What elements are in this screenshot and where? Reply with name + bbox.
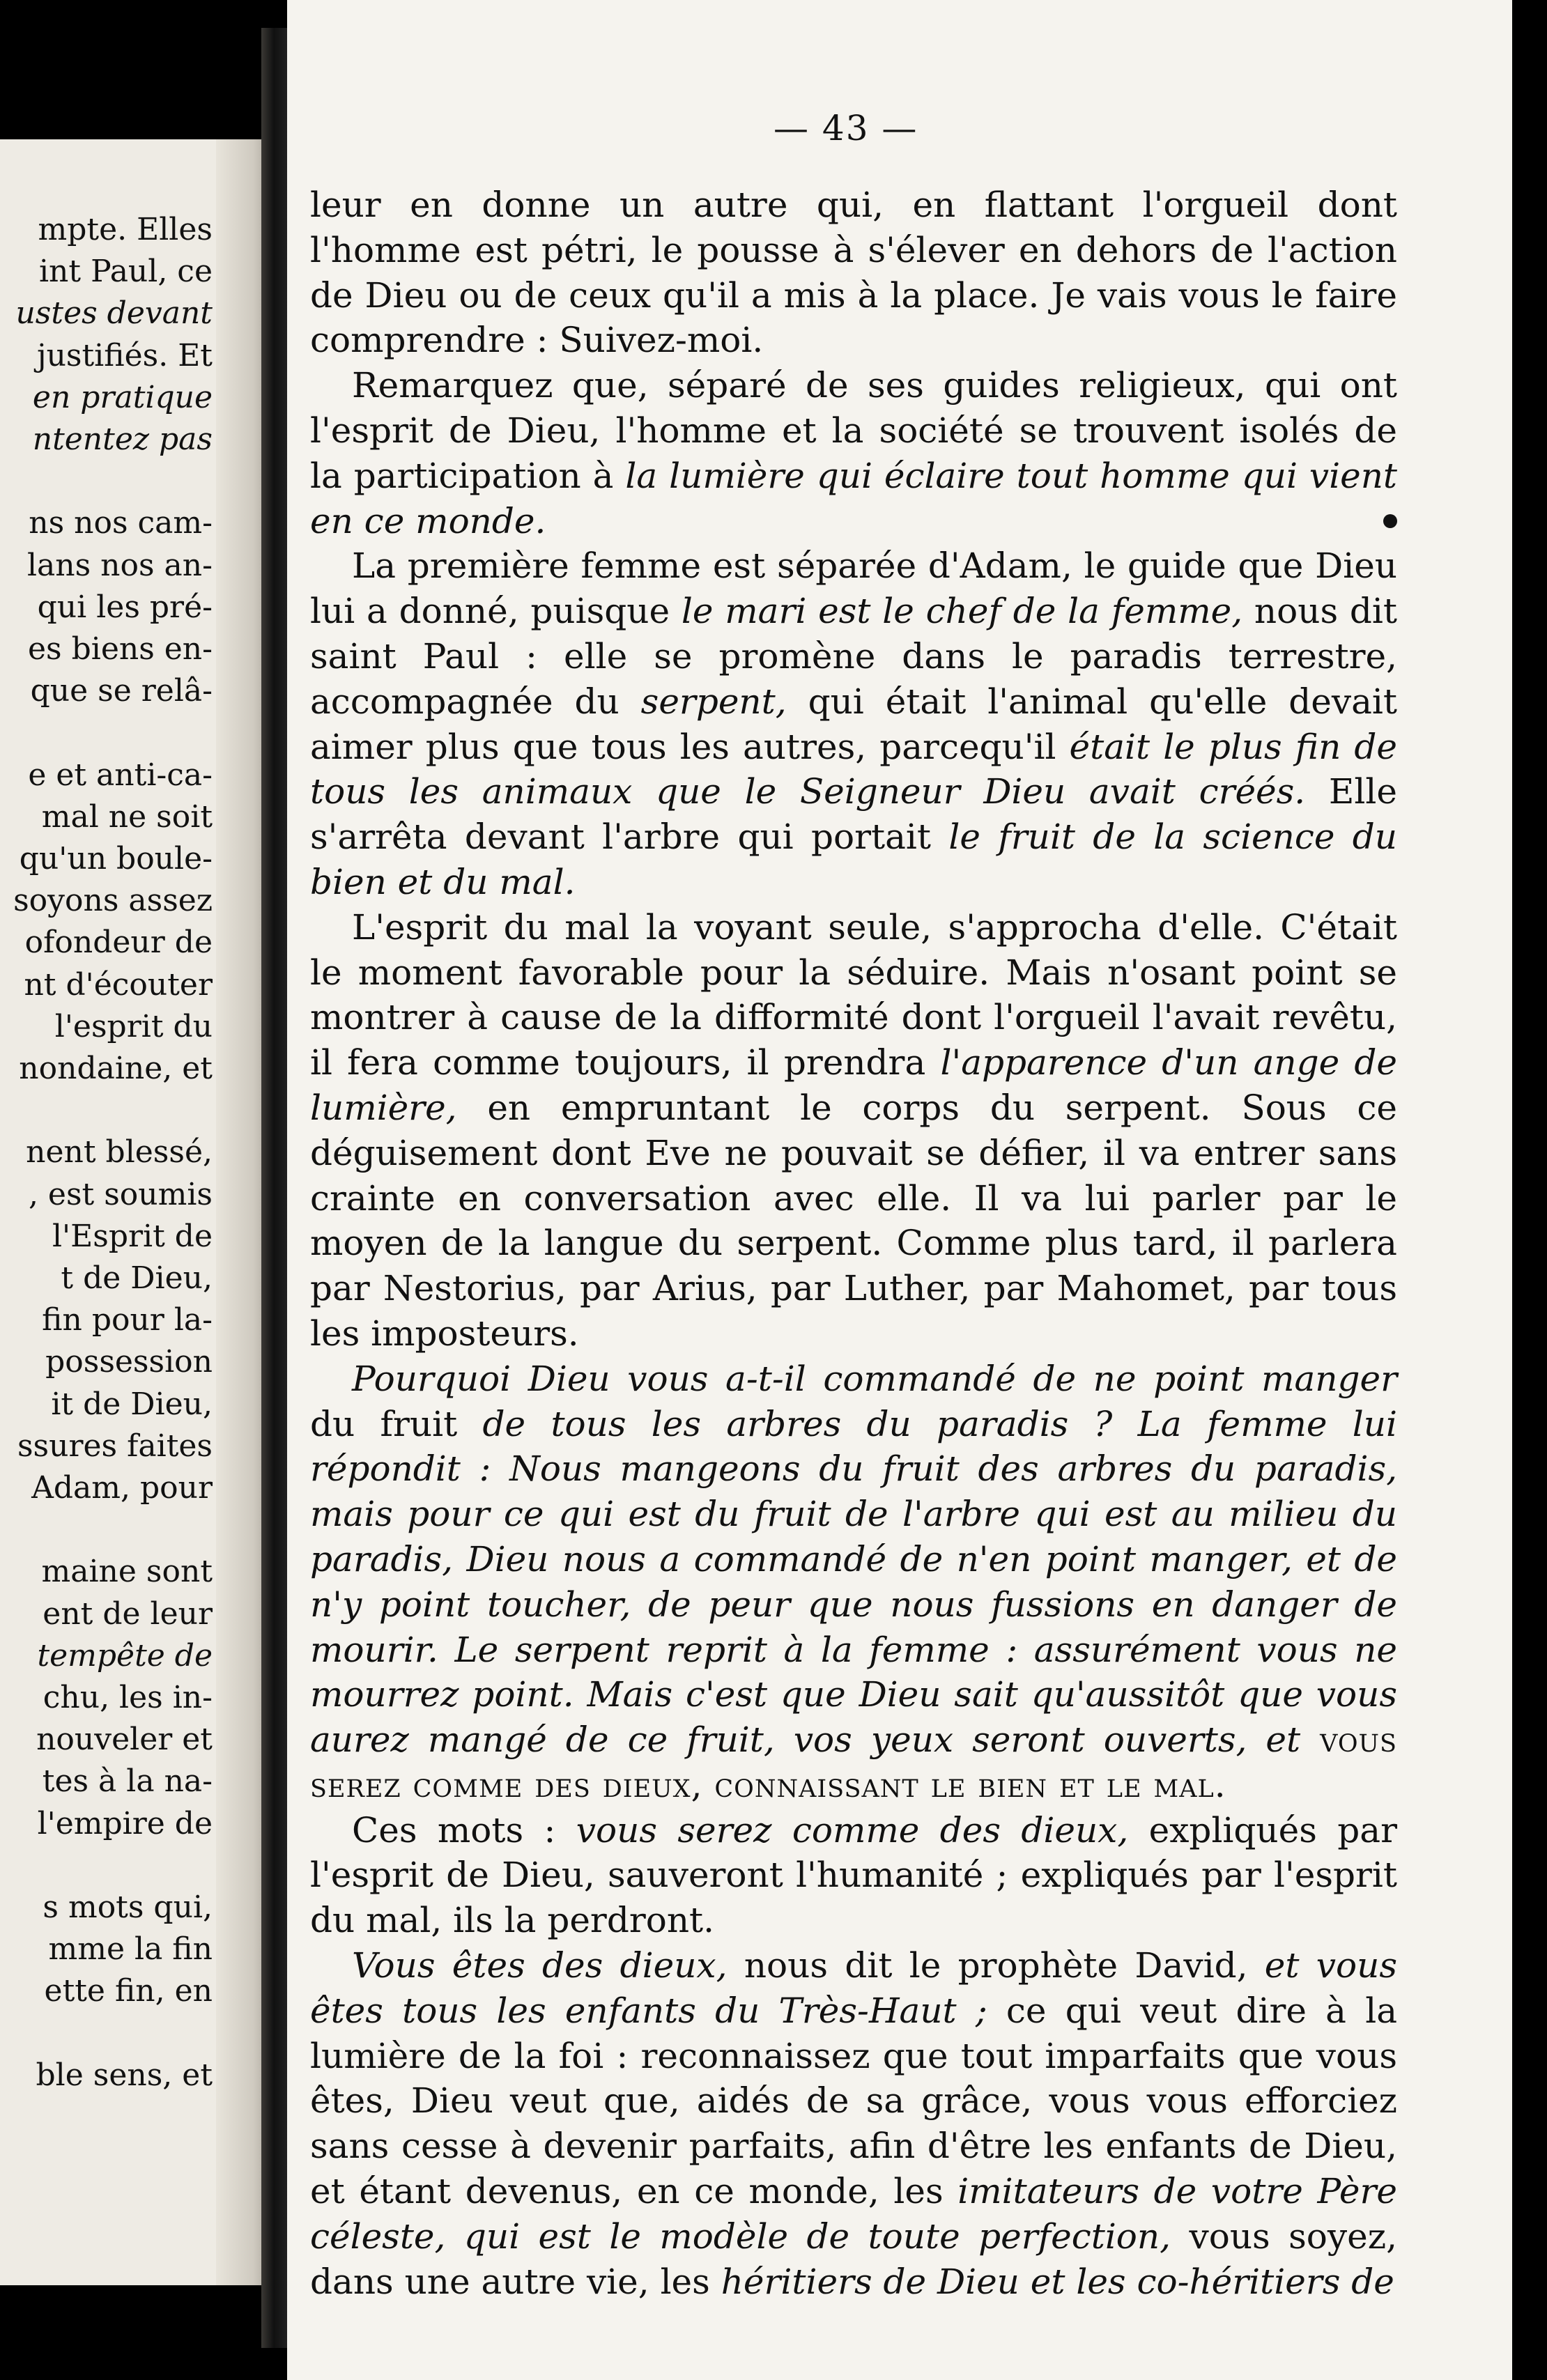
left-page-line: l'empire de [37, 1805, 213, 1841]
italic-run: était le plus fin de tous les animaux que le Seigneur Dieu avait créés. [310, 726, 1397, 812]
text-run: nous dit saint Paul : elle se promène dans le paradis terrestre, accompagnée du [310, 591, 1397, 722]
left-page-line: mme la fin [48, 1931, 213, 1968]
left-page-line: l'Esprit de [52, 1218, 213, 1254]
small-caps-run: vous serez comme des dieux, connaissant le bien et le mal. [310, 1720, 1397, 1805]
left-page-line: tes à la na- [42, 1763, 213, 1800]
left-page-line: qu'un boule- [19, 841, 213, 876]
text-run: Remarquez que, séparé de ses guides religieux, qui ont l'esprit de Dieu, l'homme et la société se trouvent isolés de la participation à [310, 365, 1397, 496]
left-page-line: que se relâ- [30, 673, 213, 709]
left-page-line: maine sont [41, 1554, 213, 1590]
left-page-line: Adam, pour [31, 1470, 213, 1506]
italic-run: héritiers de Dieu et les co-héritiers de [721, 2261, 1394, 2302]
italic-run: Pourquoi Dieu vous a-t-il commandé de ne point manger [352, 1358, 1397, 1399]
text-run: en empruntant le corps du serpent. Sous ce déguisement dont Eve ne pouvait se défier, il va entrer sans crainte en conversation avec elle. Il va lui parler par le moyen de la langue du serpent. Comme plus tard, il parlera par Nestorius, par Arius, par Luther, par Mahomet, par tous les imposteurs. [310, 1087, 1397, 1354]
left-page-line: ble sens, et [36, 2057, 213, 2093]
paragraph-p2 [310, 543, 1397, 904]
left-page-line: ntentez pas [32, 422, 213, 457]
left-page-line: mpte. Elles [38, 212, 213, 247]
left-page-line: lans nos an- [26, 547, 213, 583]
left-page-line: soyons assez [13, 883, 213, 919]
left-page-line: it de Dieu, [51, 1386, 213, 1422]
text-run: nous dit le prophète David, [727, 1945, 1265, 1986]
page-number: — 43 — [774, 108, 918, 148]
left-page-line: ssures faites [17, 1428, 213, 1464]
left-page-line: nent blessé, [26, 1134, 213, 1170]
left-page-line: , est soumis [28, 1176, 213, 1212]
left-page-line: s mots qui, [43, 1890, 213, 1925]
left-page-line: ent de leur [43, 1595, 213, 1632]
italic-run: la lumière qui éclaire tout homme qui vient en ce monde. [310, 455, 1397, 541]
paragraph-p5 [310, 1808, 1397, 1943]
italic-run: imitateurs de votre Père céleste, qui est le modèle de toute perfection, [310, 2171, 1397, 2257]
left-page-line: nouveler et [36, 1722, 213, 1758]
left-page-line: ofondeur de [24, 925, 213, 961]
left-page-line: justifiés. Et [36, 337, 213, 373]
paragraph-p3 [310, 905, 1397, 1357]
left-page-line: fin pour la- [42, 1302, 213, 1338]
italic-run: le mari est le chef de la femme, [681, 591, 1243, 632]
paragraph-p1 [310, 363, 1397, 543]
left-page-line: chu, les in- [43, 1680, 213, 1715]
left-page-line: ustes devant [15, 295, 213, 332]
left-page-line: t de Dieu, [61, 1260, 213, 1296]
italic-run: de tous les arbres du paradis ? La femme lui répondit : Nous mangeons du fruit des arbres du paradis, mais pour ce qui est du fruit de l'arbre qui est au milieu du paradis, Dieu nous a commandé de n'en point manger, et de n'y point toucher, de peur que nous fussions en danger de mourir. Le serpent reprit à la femme : assurément vous ne mourrez point. Mais c'est que Dieu sait qu'aussitôt que vous aurez mangé de ce fruit, vos yeux seront ouverts, et [310, 1403, 1397, 1761]
text-run: Ces mots : [352, 1809, 576, 1850]
body-text [310, 183, 1397, 2304]
paragraph-p4 [310, 1357, 1397, 1808]
right-edge-shadow [1512, 0, 1547, 2380]
paragraph-p0 [310, 183, 1397, 363]
italic-run: Vous êtes des dieux, [352, 1945, 728, 1986]
text-run: Elle s'arrêta devant l'arbre qui portait [310, 771, 1397, 858]
book-spine [261, 28, 289, 2348]
italic-run: l'apparence d'un ange de lumière, [310, 1042, 1398, 1128]
text-run: La première femme est séparée d'Adam, le guide que Dieu lui a donné, puisque [310, 546, 1397, 632]
left-page-line: nt d'écouter [24, 966, 213, 1003]
text-run: vous soyez, dans une autre vie, les [310, 2216, 1397, 2302]
text-run: leur en donne un autre qui, en flattant l'orgueil dont l'homme est pétri, le pousse à s'élever en dehors de l'action de Dieu ou de ceux qu'il a mis à la place. Je vais vous le faire comprendre : Suivez-moi. [310, 185, 1397, 361]
left-page-line: ns nos cam- [29, 505, 213, 541]
left-page-line: int Paul, ce [38, 254, 213, 290]
italic-run: et vous êtes tous les enfants du Très-Haut ; [310, 1945, 1398, 2031]
left-page-line: es biens en- [27, 631, 213, 667]
left-page-line: mal ne soit [41, 798, 213, 835]
italic-run: le fruit de la science du bien et du mal. [310, 817, 1397, 902]
left-page-line: nondaine, et [19, 1051, 213, 1086]
text-run: expliqués par l'esprit de Dieu, sauveront l'humanité ; expliqués par l'esprit du mal, ils la perdront. [310, 1809, 1397, 1941]
left-page-line: l'esprit du [54, 1008, 213, 1044]
italic-run: vous serez comme des dieux, [576, 1809, 1129, 1850]
text-run: qui était l'animal qu'elle devait aimer plus que tous les autres, parcequ'il [310, 681, 1397, 767]
left-page-line: en pratique [32, 379, 213, 415]
left-page-line: e et anti-ca- [28, 757, 213, 793]
left-page-line: ette fin, en [44, 1973, 213, 2009]
left-page-line: tempête de [37, 1637, 213, 1674]
text-run: du fruit [310, 1403, 483, 1444]
paragraph-p6 [310, 1943, 1397, 2304]
italic-run: serpent, [640, 681, 787, 722]
text-run: ce qui veut dire à la lumière de la foi : reconnaissez que tout imparfaits que vous êtes, Dieu veut que, aidés de sa grâce, vous vous efforciez sans cesse à devenir parfaits, afin d'être les enfants de Dieu, et étant devenus, en ce monde, les [310, 1990, 1398, 2212]
left-page-line: qui les pré- [37, 589, 213, 625]
text-run: L'esprit du mal la voyant seule, s'approcha d'elle. C'était le moment favorable pour la séduire. Mais n'osant point se montrer à cause de la difformité dont l'orgueil l'avait revêtu, il fera comme toujours, il prendra [310, 906, 1397, 1083]
left-page-line: possession [45, 1344, 213, 1380]
